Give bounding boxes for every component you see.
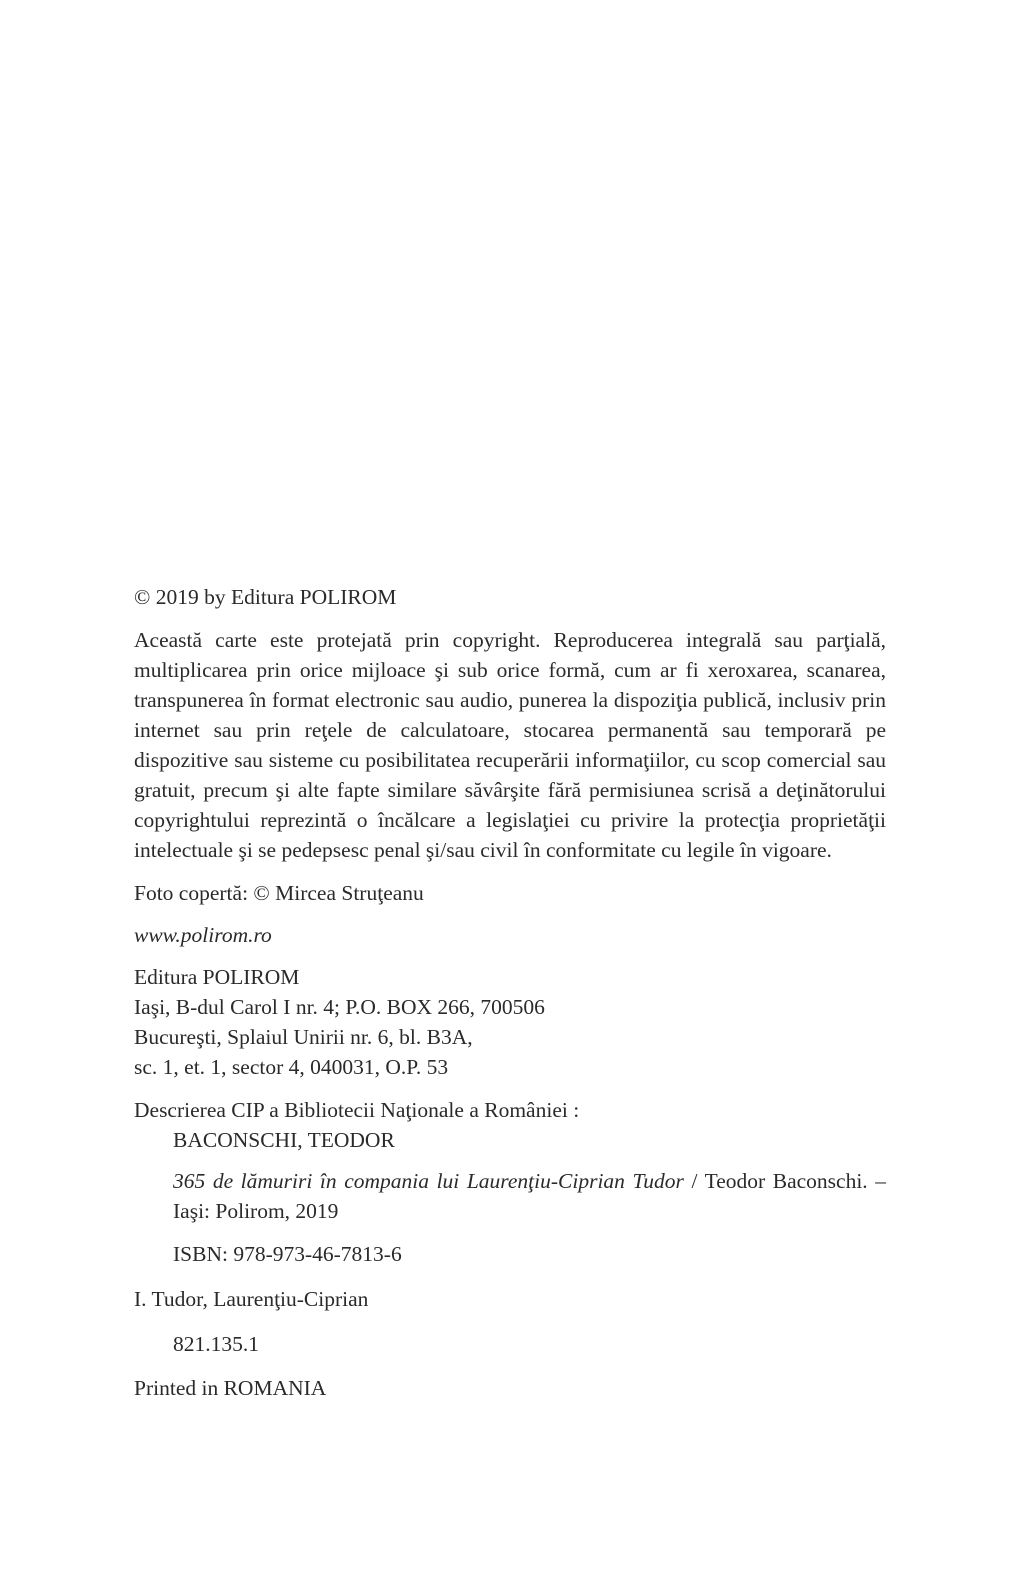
cip-isbn: ISBN: 978-973-46-7813-6: [173, 1242, 402, 1266]
publisher-address-line: Bucureşti, Splaiul Unirii nr. 6, bl. B3A,: [134, 1025, 473, 1049]
copyright-page: [134, 582, 886, 1403]
copyright-notice: Această carte este protejată prin copyright. Reproducerea integrală sau parţială, multiplicarea prin orice mijloace şi sub orice formă, cum ar fi xeroxarea, scanarea, transpunerea în format electronic sau audio, punerea la dispoziţia publică, inclusiv prin internet sau prin reţele de calculatoare, stocarea permanentă sau temporară pe dispozitive sau sisteme cu posibilitatea recuperării informaţiilor, cu scop comercial sau gratuit, precum şi alte fapte similare săvârşite fără permisiunea scrisă a deţinătorului copyrightului reprezintă o încălcare a legislaţiei cu privire la protecţia proprietăţii intelectuale şi se pedepsesc penal şi/sau civil în conformitate cu legile în vigoare.: [134, 628, 886, 862]
cip-record: [134, 1125, 886, 1269]
printed-in: Printed in ROMANIA: [134, 1376, 327, 1400]
cip-title-rest: / Teodor Baconschi. – Iaşi: Polirom, 2019: [173, 1169, 886, 1223]
cip-udc: 821.135.1: [173, 1332, 259, 1356]
publisher-block: [134, 962, 886, 1082]
publisher-address-line: sc. 1, et. 1, sector 4, 040031, O.P. 53: [134, 1055, 449, 1079]
cip-heading: Descrierea CIP a Bibliotecii Naţionale a României :: [134, 1098, 580, 1122]
website-url[interactable]: www.polirom.ro: [134, 923, 272, 947]
cip-author: BACONSCHI, TEODOR: [173, 1128, 395, 1152]
publisher-name: Editura POLIROM: [134, 965, 300, 989]
cip-secondary-entry: I. Tudor, Laurenţiu-Ciprian: [134, 1287, 369, 1311]
cip-title: 365 de lămuriri în compania lui Laurenţiu-Ciprian Tudor: [173, 1169, 684, 1193]
cip-title-entry: [173, 1166, 886, 1226]
publisher-address-line: Iaşi, B-dul Carol I nr. 4; P.O. BOX 266, 700506: [134, 995, 545, 1019]
cover-photo-credit: Foto copertă: © Mircea Struţeanu: [134, 881, 424, 905]
copyright-line: © 2019 by Editura POLIROM: [134, 585, 397, 609]
